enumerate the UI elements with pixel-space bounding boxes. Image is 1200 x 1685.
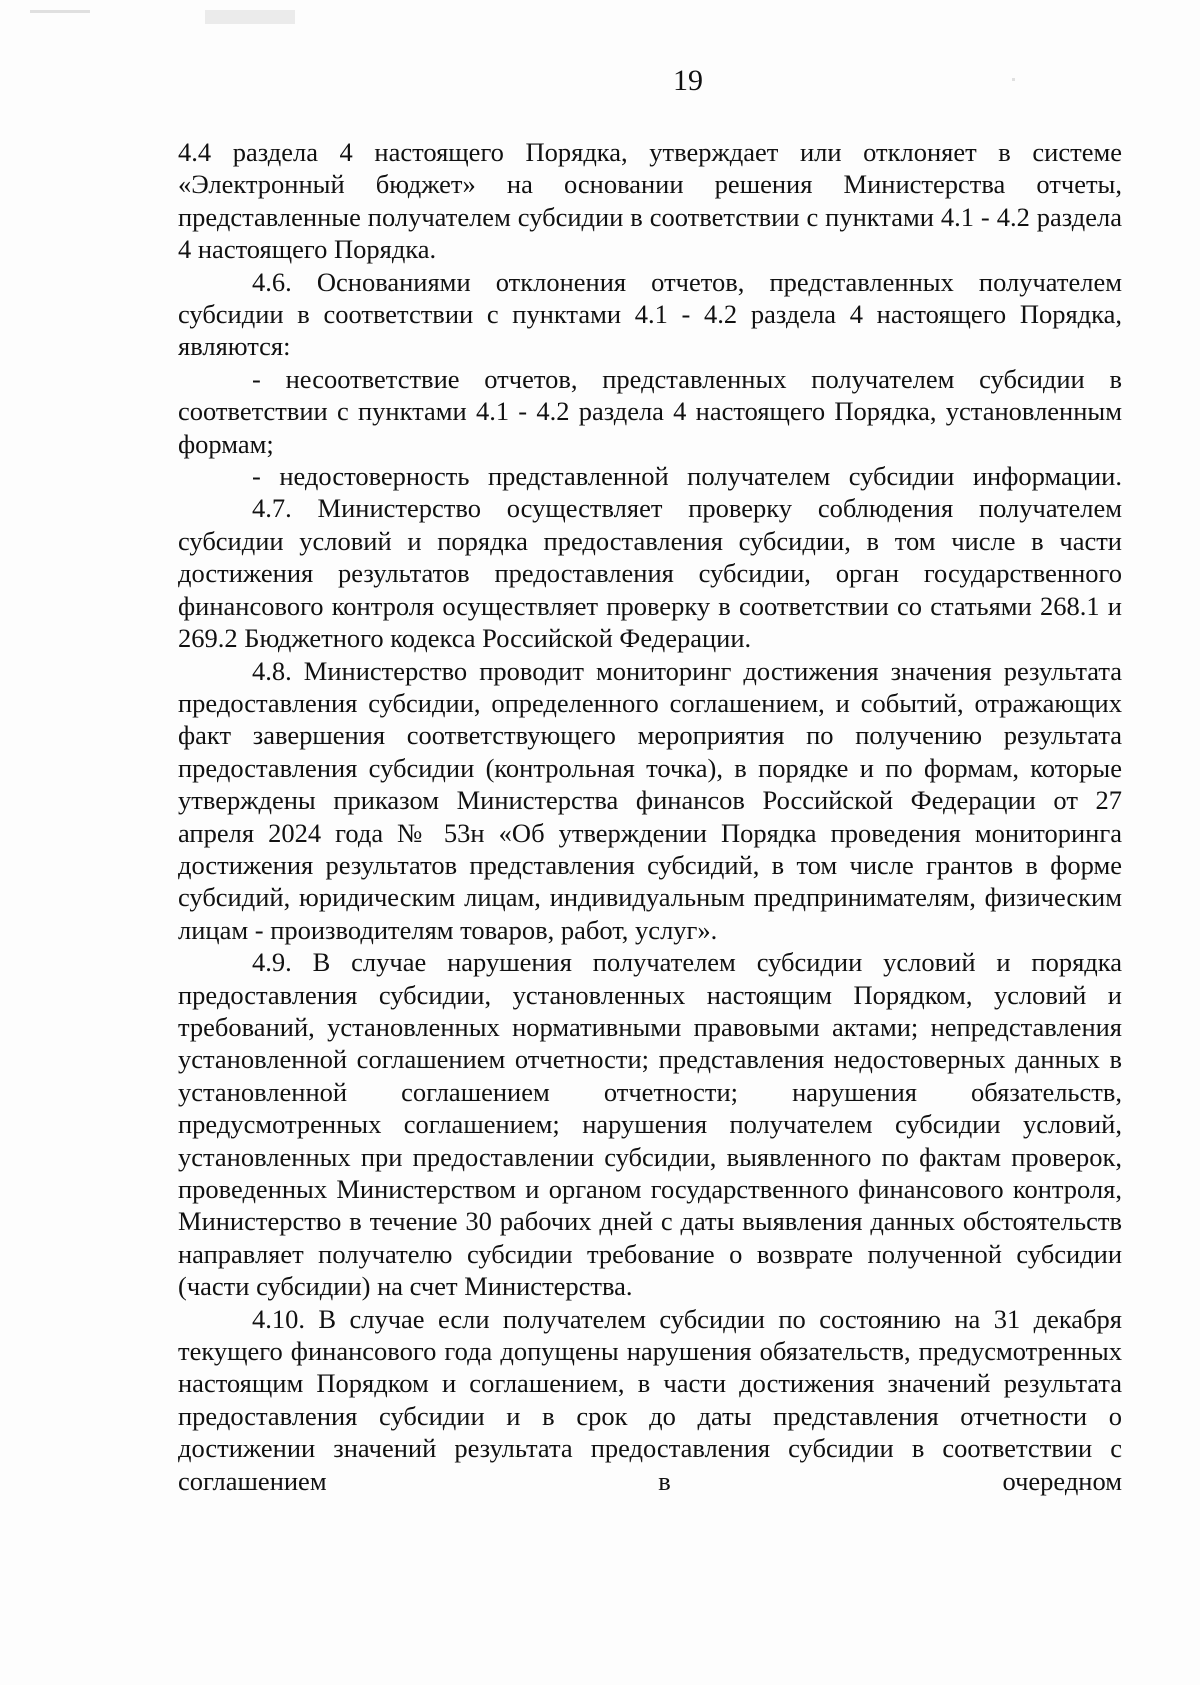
paragraph-4-10: 4.10. В случае если получателем субсидии по состоянию на 31 декабря текущего финансового года допущены нарушения обязательств, предусмотренных настоящим Порядком и соглашением, в части достижения значений результата предоставления субсидии и в срок до даты представления отчетности о достижении значений результата предоставления субсидии в соответствии с соглашением в очередном xyxy=(178,1303,1122,1496)
scan-artifact xyxy=(205,10,295,24)
list-item-unreliability: - недостоверность представленной получателем субсидии информации. xyxy=(252,461,1122,492)
paragraph-4-7: 4.7. Министерство осуществляет проверку соблюдения получателем субсидии условий и порядка предоставления субсидии, в том числе в части достижения результатов предоставления субсидии, орган государственного финансового контроля осуществляет проверку в соответствии со статьями 268.1 и 269.2 Бюджетного кодекса Российской Федерации. xyxy=(178,493,1122,654)
list-item-nonconformity: - несоответствие отчетов, представленных получателем субсидии в соответствии с пунктами 4.1 - 4.2 раздела 4 настоящего Порядка, установленным формам; xyxy=(178,363,1122,459)
paragraph-4-6: 4.6. Основаниями отклонения отчетов, представленных получателем субсидии в соответствии с пунктами 4.1 - 4.2 раздела 4 настоящего Порядка, являются: xyxy=(178,266,1122,362)
paragraph-4-8: 4.8. Министерство проводит мониторинг достижения значения результата предоставления субсидии, определенного соглашением, и событий, отражающих факт завершения соответствующего мероприятия по получению результата предоставления субсидии (контрольная точка), в порядке и по формам, которые утверждены приказом Министерства финансов Российской Федерации от 27 апреля 2024 года № 53н «Об утверждении Порядка проведения мониторинга достижения результатов представления субсидий, в том числе грантов в форме субсидий, юридическим лицам, индивидуальным предпринимателям, физическим лицам - производителям товаров, работ, услуг». xyxy=(178,655,1122,945)
scan-artifact xyxy=(30,10,90,13)
page-number: 19 xyxy=(673,64,703,97)
paragraph-4-9: 4.9. В случае нарушения получателем субсидии условий и порядка предоставления субсидии, установленных настоящим Порядком, условий и требований, установленных нормативными правовыми актами; непредставления установленной соглашением отчетности; представления недостоверных данных в установленной соглашением отчетности; нарушения обязательств, предусмотренных соглашением; нарушения получателем субсидии условий, установленных при предоставлении субсидии, выявленного по фактам проверок, проведенных Министерством и органом государственного финансового контроля, Министерство в течение 30 рабочих дней с даты выявления данных обстоятельств направляет получателю субсидии требование о возврате полученной субсидии (части субсидии) на счет Министерства. xyxy=(178,947,1122,1302)
document-body xyxy=(178,136,1122,1497)
paragraph-continuation: 4.4 раздела 4 настоящего Порядка, утверждает или отклоняет в системе «Электронный бюджет» на основании решения Министерства отчеты, представленные получателем субсидии в соответствии с пунктами 4.1 - 4.2 раздела 4 настоящего Порядка. xyxy=(178,137,1122,265)
